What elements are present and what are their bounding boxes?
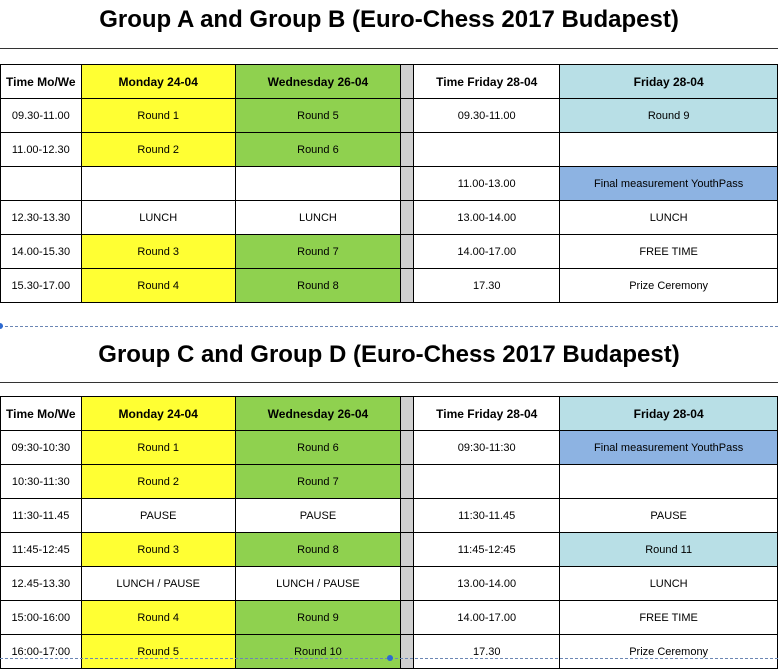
gap-cell (401, 431, 414, 465)
wednesday-cell: LUNCH (235, 201, 400, 235)
table-row (1, 567, 778, 601)
time-cell: 11:45-12:45 (1, 533, 82, 567)
friday-time-cell: 14.00-17.00 (414, 235, 560, 269)
header-gap-cell (401, 65, 414, 99)
group-ab-title: Group A and Group B (Euro-Chess 2017 Budapest) (99, 6, 679, 33)
header-friday-cell: Friday 28-04 (560, 397, 778, 431)
monday-cell: LUNCH (81, 201, 235, 235)
table-row (1, 167, 778, 201)
header-friday-cell: Friday 28-04 (560, 65, 778, 99)
gap-cell (401, 601, 414, 635)
wednesday-cell: Round 7 (235, 465, 400, 499)
monday-cell: Round 2 (81, 133, 235, 167)
monday-cell: PAUSE (81, 499, 235, 533)
friday-cell: LUNCH (560, 567, 778, 601)
friday-cell (560, 133, 778, 167)
gap-cell (401, 235, 414, 269)
friday-time-cell: 09.30-11.00 (414, 99, 560, 133)
header-wednesday-cell: Wednesday 26-04 (235, 397, 400, 431)
table-row (1, 533, 778, 567)
monday-cell: Round 4 (81, 269, 235, 303)
title-divider (0, 382, 778, 383)
wednesday-cell: Round 5 (235, 99, 400, 133)
friday-cell: Round 9 (560, 99, 778, 133)
header-monday-cell: Monday 24-04 (81, 397, 235, 431)
time-cell: 11:30-11.45 (1, 499, 82, 533)
time-cell: 12.30-13.30 (1, 201, 82, 235)
schedule-table-group-cd (0, 396, 778, 669)
wednesday-cell: LUNCH / PAUSE (235, 567, 400, 601)
friday-cell: PAUSE (560, 499, 778, 533)
title-divider (0, 48, 778, 49)
monday-cell: Round 5 (81, 635, 235, 669)
table-row (1, 431, 778, 465)
friday-cell: Round 11 (560, 533, 778, 567)
schedule-table-group-ab (0, 64, 778, 303)
wednesday-cell: Round 6 (235, 133, 400, 167)
selection-border (0, 326, 778, 327)
gap-cell (401, 167, 414, 201)
resize-handle[interactable] (0, 323, 3, 329)
friday-time-cell: 13.00-14.00 (414, 201, 560, 235)
table-row (1, 133, 778, 167)
header-monday-cell: Monday 24-04 (81, 65, 235, 99)
monday-cell: Round 1 (81, 99, 235, 133)
gap-cell (401, 567, 414, 601)
gap-cell (401, 133, 414, 167)
monday-cell: Round 3 (81, 533, 235, 567)
wednesday-cell: Round 10 (235, 635, 400, 669)
table-row (1, 499, 778, 533)
friday-time-cell: 13.00-14.00 (414, 567, 560, 601)
gap-cell (401, 269, 414, 303)
friday-cell (560, 465, 778, 499)
wednesday-cell: Round 7 (235, 235, 400, 269)
monday-cell: Round 2 (81, 465, 235, 499)
monday-cell: Round 4 (81, 601, 235, 635)
friday-cell: Prize Ceremony (560, 269, 778, 303)
wednesday-cell: Round 8 (235, 269, 400, 303)
time-cell: 15.30-17.00 (1, 269, 82, 303)
monday-cell: Round 3 (81, 235, 235, 269)
table-row (1, 201, 778, 235)
table-row (1, 235, 778, 269)
header-friday-time-cell: Time Friday 28-04 (414, 397, 560, 431)
wednesday-cell: Round 9 (235, 601, 400, 635)
friday-cell: FREE TIME (560, 235, 778, 269)
gap-cell (401, 99, 414, 133)
time-cell: 10:30-11:30 (1, 465, 82, 499)
header-friday-time-cell: Time Friday 28-04 (414, 65, 560, 99)
time-cell: 14.00-15.30 (1, 235, 82, 269)
table-row (1, 269, 778, 303)
resize-handle[interactable] (387, 655, 393, 661)
friday-cell: LUNCH (560, 201, 778, 235)
time-cell: 16:00-17:00 (1, 635, 82, 669)
table-row (1, 601, 778, 635)
wednesday-cell (235, 167, 400, 201)
time-cell: 09:30-10:30 (1, 431, 82, 465)
friday-time-cell: 11.00-13.00 (414, 167, 560, 201)
friday-cell: Prize Ceremony (560, 635, 778, 669)
friday-time-cell: 14.00-17.00 (414, 601, 560, 635)
friday-time-cell: 17.30 (414, 635, 560, 669)
gap-cell (401, 499, 414, 533)
table-row (1, 465, 778, 499)
gap-cell (401, 201, 414, 235)
wednesday-cell: Round 8 (235, 533, 400, 567)
monday-cell: Round 1 (81, 431, 235, 465)
friday-time-cell (414, 465, 560, 499)
header-time-cell: Time Mo/We (1, 397, 82, 431)
friday-cell: FREE TIME (560, 601, 778, 635)
header-row (1, 65, 778, 99)
time-cell: 15:00-16:00 (1, 601, 82, 635)
header-row (1, 397, 778, 431)
friday-cell: Final measurement YouthPass (560, 431, 778, 465)
header-gap-cell (401, 397, 414, 431)
header-wednesday-cell: Wednesday 26-04 (235, 65, 400, 99)
table-row (1, 99, 778, 133)
friday-time-cell: 09:30-11:30 (414, 431, 560, 465)
gap-cell (401, 465, 414, 499)
gap-cell (401, 635, 414, 669)
time-cell: 09.30-11.00 (1, 99, 82, 133)
monday-cell: LUNCH / PAUSE (81, 567, 235, 601)
friday-time-cell: 11:30-11.45 (414, 499, 560, 533)
header-time-cell: Time Mo/We (1, 65, 82, 99)
time-cell: 12.45-13.30 (1, 567, 82, 601)
time-cell: 11.00-12.30 (1, 133, 82, 167)
friday-time-cell (414, 133, 560, 167)
friday-time-cell: 17.30 (414, 269, 560, 303)
table-row (1, 635, 778, 669)
group-cd-title: Group C and Group D (Euro-Chess 2017 Budapest) (98, 341, 680, 368)
friday-cell: Final measurement YouthPass (560, 167, 778, 201)
monday-cell (81, 167, 235, 201)
wednesday-cell: PAUSE (235, 499, 400, 533)
wednesday-cell: Round 6 (235, 431, 400, 465)
time-cell (1, 167, 82, 201)
gap-cell (401, 533, 414, 567)
friday-time-cell: 11:45-12:45 (414, 533, 560, 567)
